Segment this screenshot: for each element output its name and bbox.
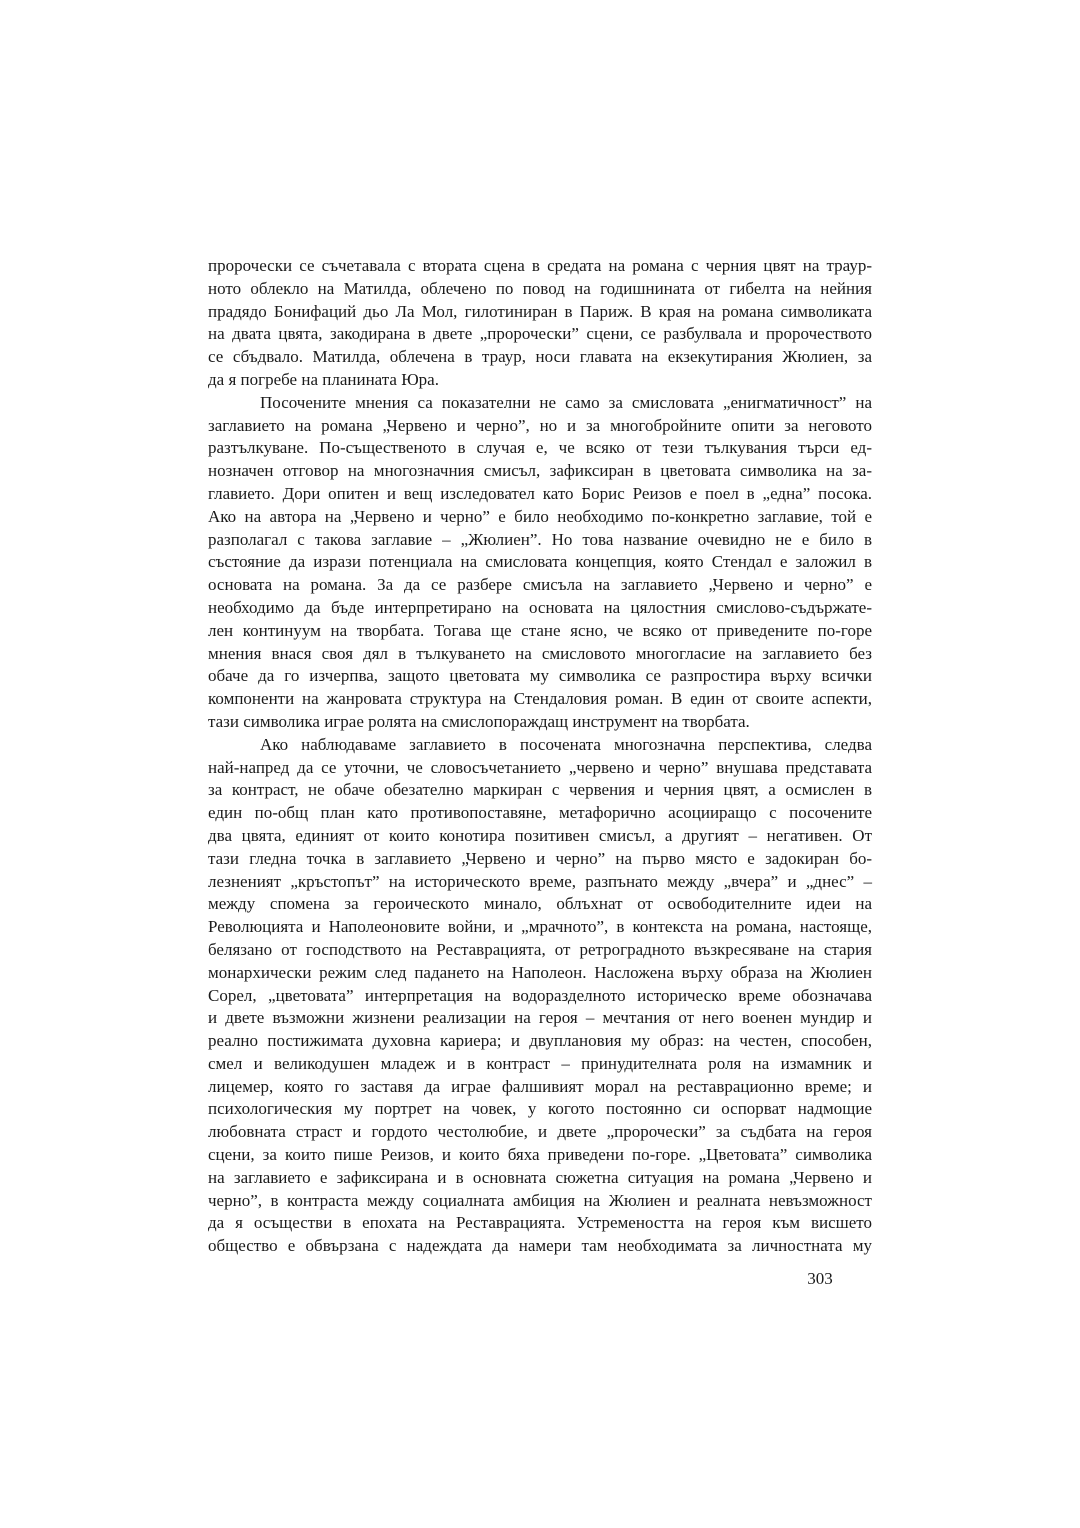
text-line: Посочените мнения са показателни не само за смисловата „енигматичност” на bbox=[260, 392, 872, 412]
text-line: необходимо да бъде интерпретирано на основата на цялостния смислово-съдържате- bbox=[208, 597, 872, 617]
text-line: да я осъществи в епохата на Реставрацията. Устремеността на героя към висшето bbox=[208, 1213, 872, 1233]
text-line: основата на романа. За да се разбере смисъла на заглавието „Червено и черно” е bbox=[208, 575, 872, 595]
text-line: прадядо Бонифаций дьо Ла Мол, гилотиниран в Париж. В края на романа символиката bbox=[208, 301, 872, 321]
text-line: най-напред да се уточни, че словосъчетанието „червено и черно” внушава представата bbox=[208, 757, 872, 777]
text-line: любовната страст и гордото честолюбие, и двете „пророчески” за съдбата на героя bbox=[208, 1122, 872, 1142]
text-line: Ако наблюдаваме заглавието в посочената многозначна перспектива, следва bbox=[260, 734, 872, 754]
text-line: Сорел, „цветовата” интерпретация на водоразделното историческо време обозначава bbox=[208, 985, 872, 1005]
text-line: компоненти на жанровата структура на Стендаловия роман. В един от своите аспекти, bbox=[208, 689, 872, 709]
page-number: 303 bbox=[807, 1269, 833, 1288]
text-line: разтълкуване. По-същественото в случая е, че всяко от тези тълкувания търси ед- bbox=[208, 438, 872, 458]
text-line: тази гледна точка в заглавието „Червено и черно” на първо място е задокиран бо- bbox=[208, 848, 872, 868]
text-line: на двата цвята, закодирана в двете „пророчески” сцени, се разбулвала и пророчеството bbox=[208, 324, 872, 344]
text-line: смел и великодушен младеж и в контраст – принудителната роля на измамник и bbox=[208, 1053, 872, 1073]
text-line: Революцията и Наполеоновите войни, и „мрачното”, в контекста на романа, настояще, bbox=[208, 917, 872, 937]
text-line: се сбъдвало. Матилда, облечена в траур, носи главата на екзекутирания Жюлиен, за bbox=[208, 347, 872, 367]
text-line: лезненият „кръстопът” на историческото време, разпънато между „вчера” и „днес” – bbox=[208, 871, 872, 891]
text-line: обаче да го изчерпва, защото цветовата му символика се разпростира върху всички bbox=[208, 666, 872, 686]
text-line: лицемер, която го заставя да играе фалшивият морал на реставрационно време; и bbox=[208, 1076, 872, 1096]
text-line: мнения внася своя дял в тълкуването на смисловото многогласие на заглавието без bbox=[208, 643, 872, 663]
text-line: заглавието на романа „Червено и черно”, но и за многобройните опити за неговото bbox=[208, 415, 872, 435]
text-line: тази символика играе ролята на смислопораждащ инструмент на творбата. bbox=[208, 711, 750, 731]
text-line: лен континуум на творбата. Тогава ще стане ясно, че всяко от приведените по-горе bbox=[208, 620, 872, 640]
text-line: един по-общ план като противопоставяне, метафорично асоцииращо с посочените bbox=[208, 803, 872, 823]
text-line: на заглавието е зафиксирана и в основната сюжетна ситуация на романа „Червено и bbox=[208, 1167, 872, 1187]
text-line: монархически режим след падането на Наполеон. Насложена върху образа на Жюлиен bbox=[208, 962, 872, 982]
text-line: реално постижимата духовна кариера; и двуплановия му образ: на честен, способен, bbox=[208, 1031, 872, 1051]
text-line: сцени, за които пише Реизов, и които бяха приведени по-горе. „Цветовата” символика bbox=[208, 1145, 872, 1165]
text-line: Ако на автора на „Червено и черно” е било необходимо по-конкретно заглавие, той е bbox=[208, 506, 872, 526]
body-text bbox=[208, 255, 872, 1258]
text-line: белязано от господството на Реставрацията, от ретроградното възкресяване на стария bbox=[208, 939, 872, 959]
text-line: между спомена за героическото минало, облъхнат от освободителните идеи на bbox=[208, 894, 872, 914]
text-line: черно”, в контраста между социалната амбиция на Жюлиен и реалната невъзможност bbox=[208, 1190, 872, 1210]
text-line: за контраст, не обаче обезателно маркиран с червения и черния цвят, а осмислен в bbox=[208, 780, 872, 800]
text-line: главието. Дори опитен и вещ изследовател като Борис Реизов е поел в „една” посока. bbox=[208, 483, 872, 503]
text-line: общество е обвързана с надеждата да намери там необходимата за личностната му bbox=[208, 1236, 872, 1256]
text-line: пророчески се съчетавала с втората сцена в средата на романа с черния цвят на траур- bbox=[208, 256, 872, 275]
text-line: състояние да изрази потенциала на смисловата концепция, която Стендал е заложил в bbox=[208, 552, 872, 572]
text-line: и двете възможни жизнени реализации на героя – мечтания от него военен мундир и bbox=[208, 1008, 872, 1028]
text-line: психологическия му портрет на човек, у когото постоянно си оспорват надмощие bbox=[208, 1099, 872, 1119]
text-line: разполагал с такова заглавие – „Жюлиен”. Но това название очевидно не е било в bbox=[208, 529, 872, 549]
text-line: да я погребе на планината Юра. bbox=[208, 369, 439, 389]
text-line: два цвята, единият от които конотира позитивен смисъл, а другият – негативен. От bbox=[208, 825, 872, 845]
text-line: нозначен отговор на многозначния смисъл, зафиксиран в цветовата символика на за- bbox=[208, 461, 872, 481]
text-line: ното облекло на Матилда, облечено по повод на годишнината от гибелта на нейния bbox=[208, 278, 872, 298]
